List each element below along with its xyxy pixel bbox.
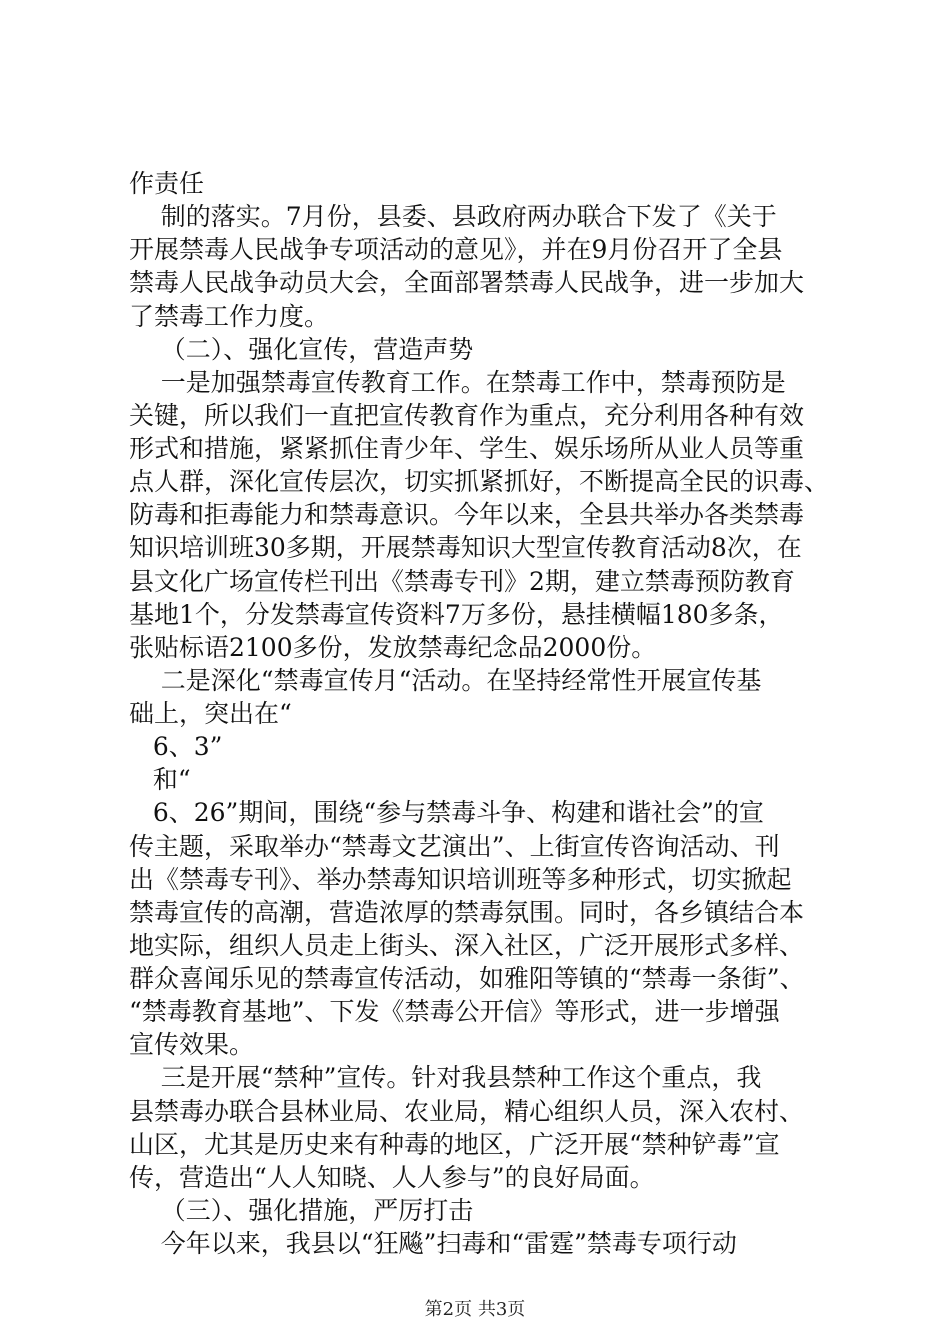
text-line: 6、26”期间，围绕“参与禁毒斗争、构建和谐社会”的宣 bbox=[129, 798, 764, 827]
text-line: 张贴标语2100多份，发放禁毒纪念品2000份。 bbox=[129, 633, 657, 662]
text-line: 三是开展“禁种”宣传。针对我县禁种工作这个重点，我 bbox=[129, 1063, 762, 1092]
text-line: “禁毒教育基地”、下发《禁毒公开信》等形式，进一步增强 bbox=[129, 997, 780, 1026]
text-line: 础上，突出在“ bbox=[129, 699, 292, 728]
text-line: 开展禁毒人民战争专项活动的意见》，并在9月份召开了全县 bbox=[129, 235, 783, 264]
text-line: 知识培训班30多期，开展禁毒知识大型宣传教育活动8次，在 bbox=[129, 533, 802, 562]
text-line: 一是加强禁毒宣传教育工作。在禁毒工作中，禁毒预防是 bbox=[129, 368, 786, 397]
text-line: 防毒和拒毒能力和禁毒意识。今年以来，全县共举办各类禁毒 bbox=[129, 500, 805, 529]
section-heading: （二）、强化宣传，营造声势 bbox=[129, 335, 474, 364]
text-line: 基地1个，分发禁毒宣传资料7万多份，悬挂横幅180多条， bbox=[129, 600, 784, 629]
text-line: 传主题，采取举办“禁毒文艺演出”、上街宣传咨询活动、刊 bbox=[129, 832, 780, 861]
text-line: 禁毒人民战争动员大会，全面部署禁毒人民战争，进一步加大 bbox=[129, 268, 805, 297]
section-heading: （三）、强化措施，严厉打击 bbox=[129, 1196, 474, 1225]
text-line: 了禁毒工作力度。 bbox=[129, 302, 330, 331]
text-line: 地实际，组织人员走上街头、深入社区，广泛开展形式多样、 bbox=[129, 931, 805, 960]
text-line: 二是深化“禁毒宣传月“活动。在坚持经常性开展宣传基 bbox=[129, 666, 762, 695]
text-line: 传，营造出“人人知晓、人人参与”的良好局面。 bbox=[129, 1163, 655, 1192]
text-line: 和“ bbox=[129, 765, 191, 794]
text-line: 出《禁毒专刊》、举办禁毒知识培训班等多种形式，切实掀起 bbox=[129, 865, 792, 894]
text-line: 县文化广场宣传栏刊出《禁毒专刊》2期，建立禁毒预防教育 bbox=[129, 567, 795, 596]
text-line: 山区，尤其是历史来有种毒的地区，广泛开展“禁种铲毒”宣 bbox=[129, 1130, 780, 1159]
text-line: 禁毒宣传的高潮，营造浓厚的禁毒氛围。同时，各乡镇结合本 bbox=[129, 898, 805, 927]
text-line: 点人群，深化宣传层次，切实抓紧抓好，不断提高全民的识毒、 bbox=[129, 467, 830, 496]
text-line-overflow: 今年以来，我县以“狂飚”扫毒和“雷霆”禁毒专项行动 bbox=[129, 1229, 737, 1258]
text-line: 作责任 bbox=[129, 169, 205, 198]
text-line: 形式和措施，紧紧抓住青少年、学生、娱乐场所从业人员等重 bbox=[129, 434, 805, 463]
text-line: 制的落实。7月份，县委、县政府两办联合下发了《关于 bbox=[129, 202, 777, 231]
text-line: 关键，所以我们一直把宣传教育作为重点，充分利用各种有效 bbox=[129, 401, 805, 430]
text-line: 6、3” bbox=[129, 732, 223, 761]
text-line: 县禁毒办联合县林业局、农业局，精心组织人员，深入农村、 bbox=[129, 1097, 805, 1126]
page-footer: 第2页 共3页 bbox=[424, 1299, 526, 1320]
text-line: 宣传效果。 bbox=[129, 1030, 255, 1059]
text-line: 群众喜闻乐见的禁毒宣传活动，如雅阳等镇的“禁毒一条街”、 bbox=[129, 964, 805, 993]
